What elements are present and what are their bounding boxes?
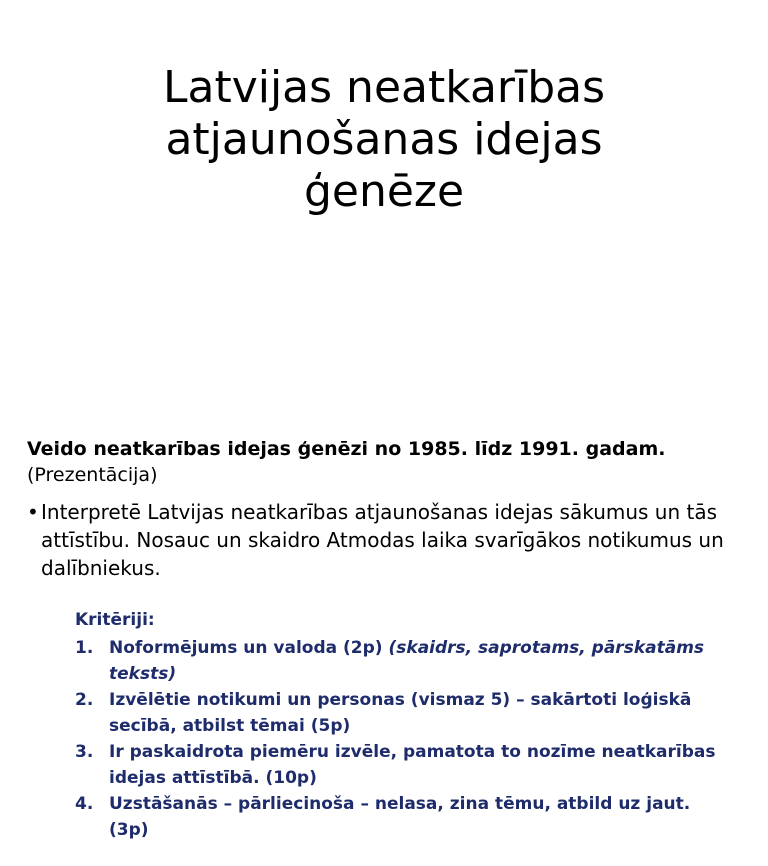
slide-title: Latvijas neatkarības atjaunošanas idejas ģenēze — [162, 62, 606, 217]
criteria-text: Noformējums un valoda (2p) — [109, 638, 389, 658]
bullet-marker: • — [27, 500, 39, 524]
criteria-number: 3. — [75, 742, 94, 762]
criteria-number: 4. — [75, 794, 94, 814]
criteria-item-1 — [75, 635, 735, 687]
task-heading: Veido neatkarības idejas ģenēzi no 1985. līdz 1991. gadam. — [27, 438, 666, 460]
criteria-item-2 — [75, 687, 735, 739]
criteria-heading: Kritēriji: — [75, 610, 155, 630]
task-section — [27, 436, 747, 582]
criteria-text: Izvēlētie notikumi un personas (vismaz 5) – sakārtoti loģiskā secībā, atbilst tēmai (5p) — [109, 690, 692, 736]
criteria-text: Ir paskaidrota piemēru izvēle, pamatota to nozīme neatkarības idejas attīstībā. (10p) — [109, 742, 716, 788]
criteria-number: 2. — [75, 690, 94, 710]
bullet-text: Interpretē Latvijas neatkarības atjaunošanas idejas sākumus un tās attīstību. Nosauc un skaidro Atmodas laika svarīgākos notikumus un dalībniekus. — [41, 500, 724, 580]
criteria-list — [75, 635, 735, 843]
criteria-note: (skaidrs, saprotams, pārskatāms teksts) — [109, 638, 705, 684]
task-bullet — [27, 498, 747, 582]
criteria-item-3 — [75, 739, 735, 791]
criteria-text: Uzstāšanās – pārliecinoša – nelasa, zina tēmu, atbild uz jaut. (3p) — [109, 794, 691, 840]
criteria-section — [75, 607, 735, 843]
task-subheading: (Prezentācija) — [27, 464, 158, 486]
criteria-item-4 — [75, 791, 735, 843]
criteria-number: 1. — [75, 638, 94, 658]
